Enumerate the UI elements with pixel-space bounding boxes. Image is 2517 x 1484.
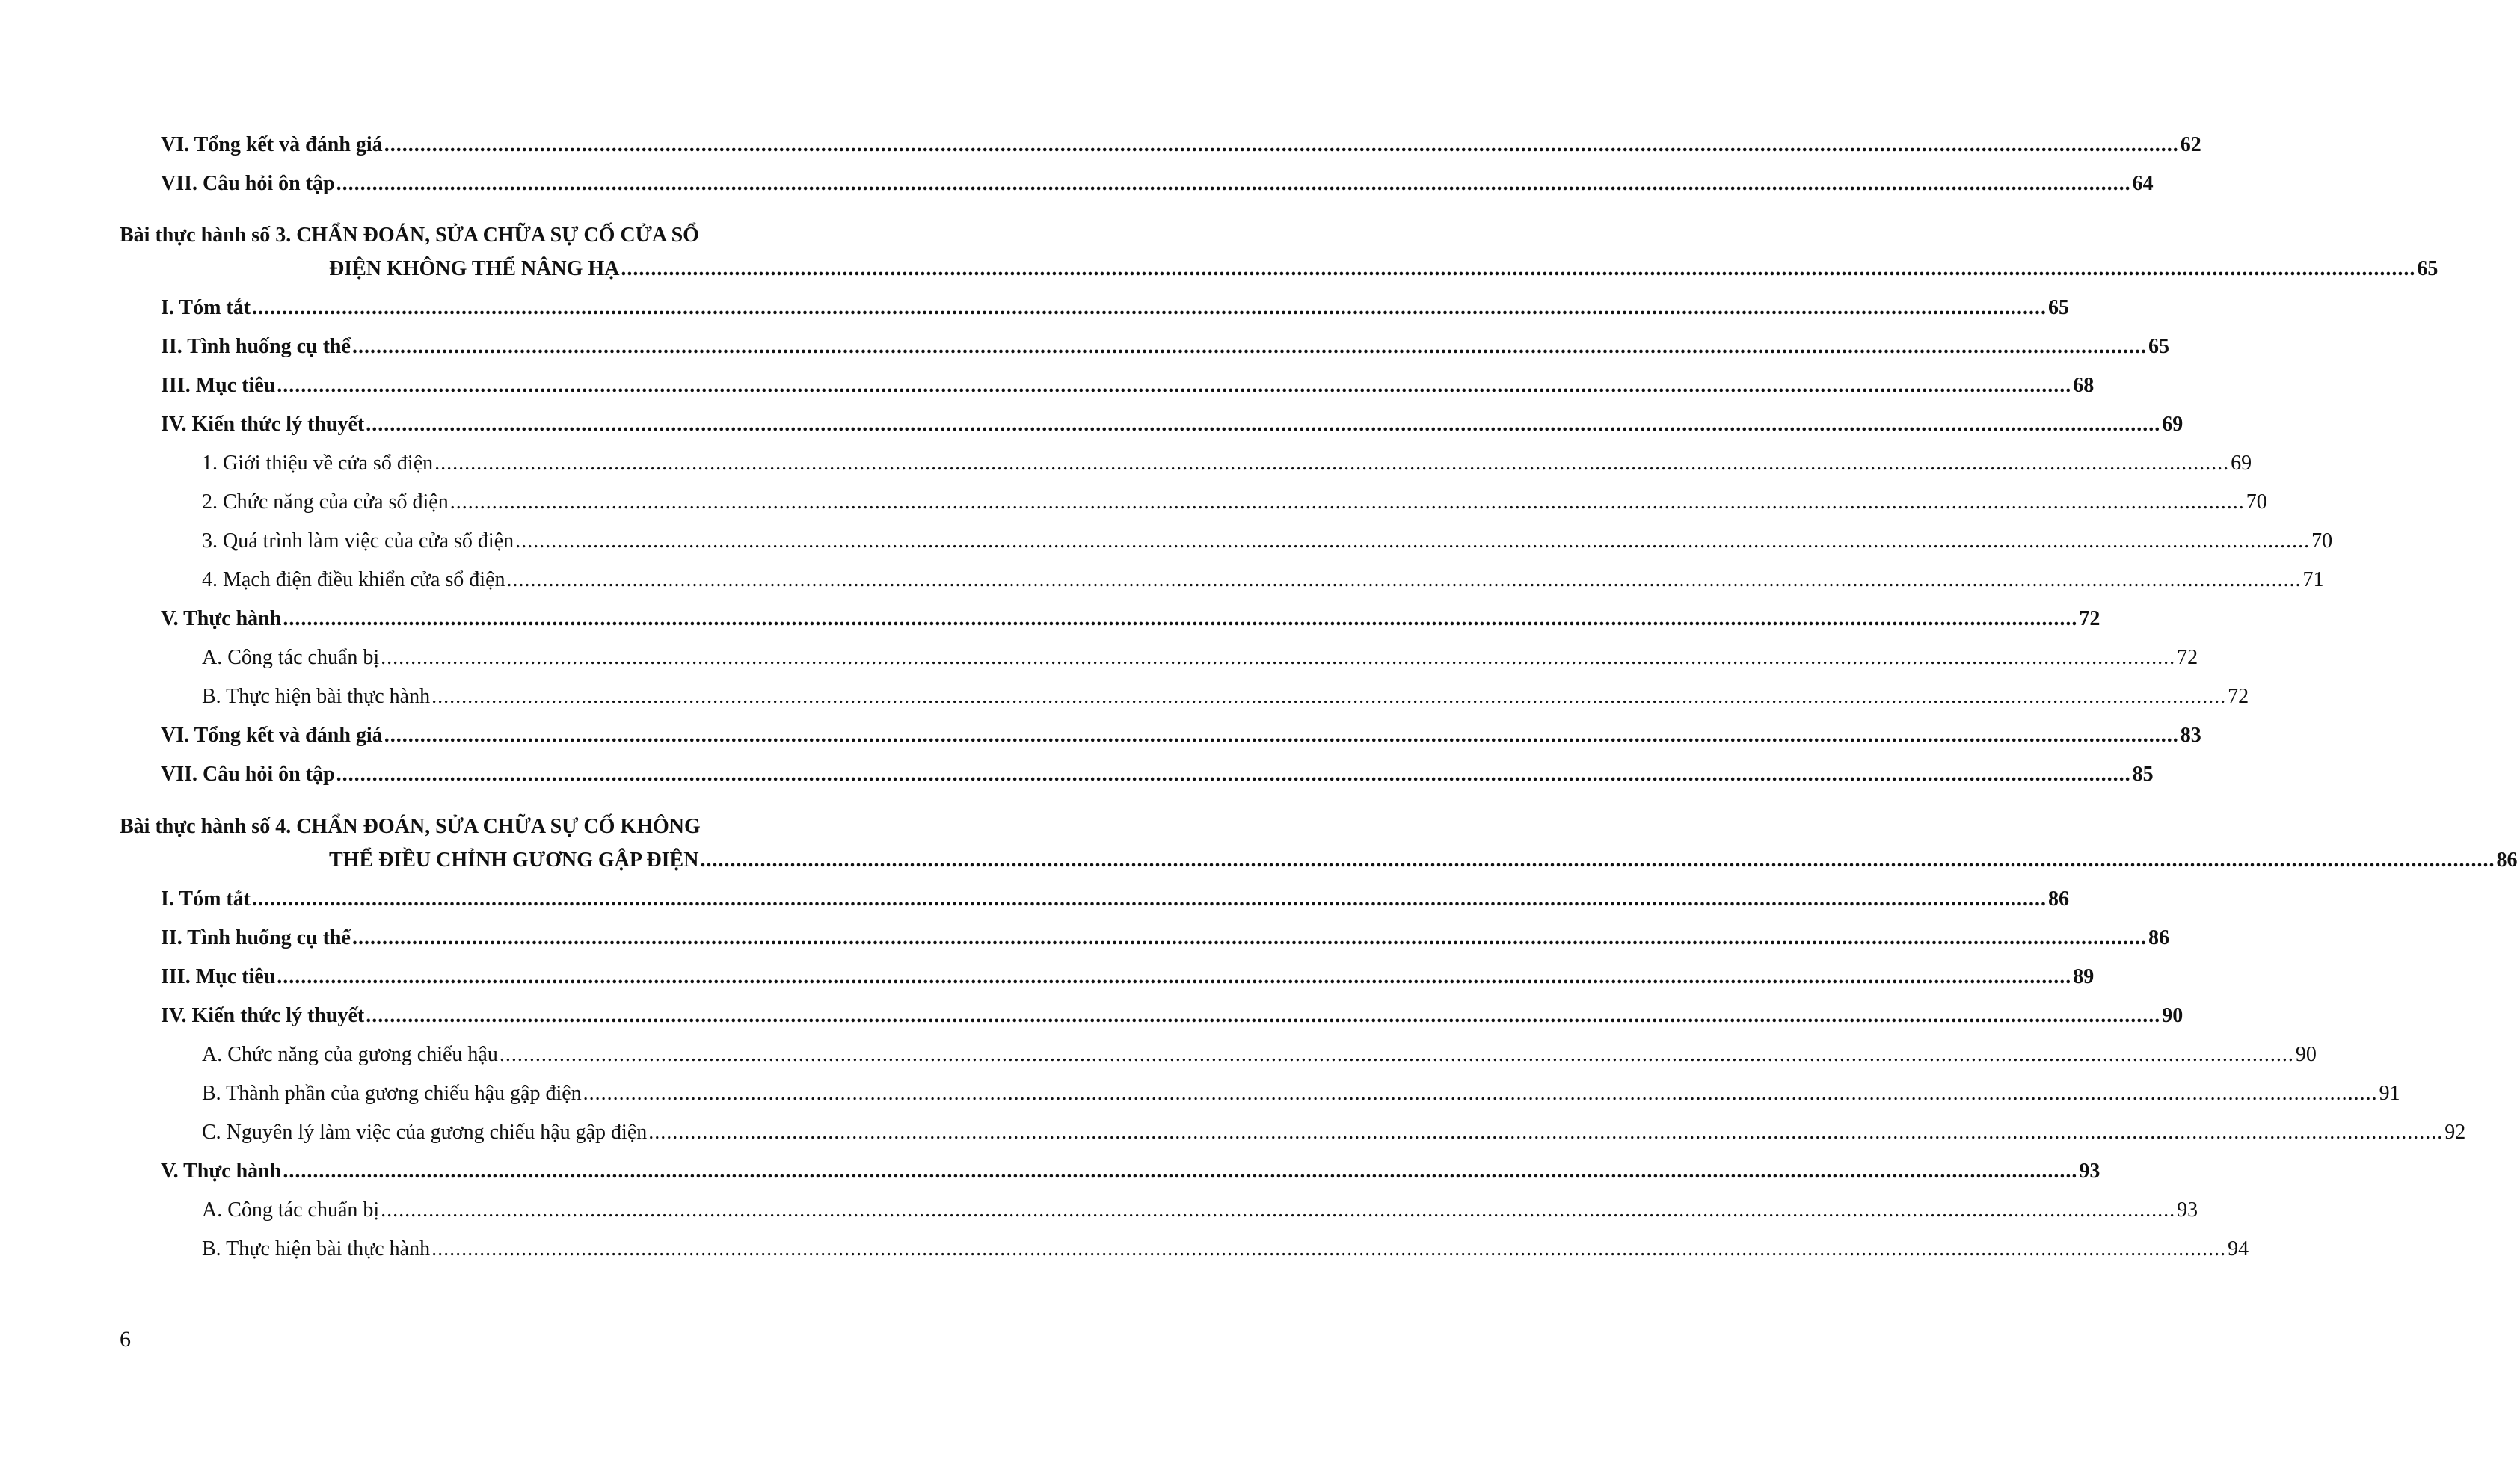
toc-entry-page: 92 bbox=[2444, 1121, 2466, 1144]
dot-leader: ............................................................................................................................................................................................................................................................................................................ bbox=[648, 1121, 2444, 1144]
toc-entry-page: 86 bbox=[2148, 926, 2169, 949]
dot-leader: ............................................................................................................................................................................................................................................................................................................ bbox=[252, 887, 2047, 911]
toc-entry-page: 93 bbox=[2177, 1198, 2198, 1222]
toc-entry[interactable] bbox=[161, 169, 2154, 199]
toc-subentry[interactable] bbox=[202, 487, 2267, 517]
dot-leader: ............................................................................................................................................................................................................................................................................................................ bbox=[499, 1043, 2294, 1066]
dot-leader: ............................................................................................................................................................................................................................................................................................................ bbox=[621, 257, 2416, 280]
toc-entry[interactable] bbox=[161, 130, 2201, 160]
toc-entry[interactable] bbox=[161, 962, 2095, 992]
toc-entry-page: 83 bbox=[2180, 724, 2201, 747]
toc-subentry[interactable] bbox=[202, 1195, 2198, 1225]
chapter-4-title[interactable]: Bài thực hành số 4. CHẨN ĐOÁN, SỬA CHỮA SỰ CỐ KHÔNG bbox=[120, 815, 701, 838]
toc-entry-page: 64 bbox=[2132, 172, 2154, 195]
dot-leader: ............................................................................................................................................................................................................................................................................................................ bbox=[434, 452, 2230, 475]
toc-entry[interactable] bbox=[161, 371, 2095, 401]
toc-subentry[interactable] bbox=[202, 565, 2324, 595]
toc-entry-label: III. Mục tiêu bbox=[161, 965, 276, 988]
dot-leader: ............................................................................................................................................................................................................................................................................................................ bbox=[381, 646, 2176, 669]
dot-leader: ............................................................................................................................................................................................................................................................................................................ bbox=[283, 607, 2078, 630]
toc-entry-page: 70 bbox=[2246, 490, 2267, 514]
toc-entry-label: III. Mục tiêu bbox=[161, 374, 276, 397]
toc-subentry[interactable] bbox=[202, 1234, 2249, 1264]
chapter-3-title-line2: ĐIỆN KHÔNG THỂ NÂNG HẠ bbox=[329, 257, 620, 280]
dot-leader: ............................................................................................................................................................................................................................................................................................................ bbox=[449, 490, 2245, 514]
toc-entry-page: 71 bbox=[2302, 568, 2324, 591]
toc-entry[interactable] bbox=[161, 332, 2169, 362]
dot-leader: ............................................................................................................................................................................................................................................................................................................ bbox=[252, 296, 2047, 319]
toc-entry-label: B. Thực hiện bài thực hành bbox=[202, 1237, 431, 1260]
toc-entry-page: 91 bbox=[2379, 1082, 2400, 1105]
toc-entry-label: A. Công tác chuẩn bị bbox=[202, 646, 380, 669]
toc-entry-label: 3. Quá trình làm việc của cửa sổ điện bbox=[202, 529, 514, 552]
toc-entry-label: V. Thực hành bbox=[161, 1160, 282, 1183]
toc-entry-label: VII. Câu hỏi ôn tập bbox=[161, 763, 335, 786]
dot-leader: ............................................................................................................................................................................................................................................................................................................ bbox=[366, 1004, 2161, 1027]
chapter-3-title-continuation[interactable] bbox=[329, 254, 2438, 284]
toc-entry-label: 4. Mạch điện điều khiển cửa sổ điện bbox=[202, 568, 505, 591]
toc-entry-label: C. Nguyên lý làm việc của gương chiếu hậu gập điện bbox=[202, 1121, 648, 1144]
chapter-3-title[interactable]: Bài thực hành số 3. CHẨN ĐOÁN, SỬA CHỮA SỰ CỐ CỬA SỔ bbox=[120, 224, 699, 247]
dot-leader: ............................................................................................................................................................................................................................................................................................................ bbox=[277, 374, 2072, 397]
toc-entry[interactable] bbox=[161, 721, 2201, 751]
dot-leader: ............................................................................................................................................................................................................................................................................................................ bbox=[283, 1160, 2078, 1183]
toc-entry-page: 68 bbox=[2073, 374, 2095, 397]
toc-subentry[interactable] bbox=[202, 526, 2333, 556]
dot-leader: ............................................................................................................................................................................................................................................................................................................ bbox=[336, 763, 2131, 786]
toc-entry-page: 94 bbox=[2228, 1237, 2249, 1260]
toc-entry-page: 72 bbox=[2079, 607, 2100, 630]
toc-entry-page: 90 bbox=[2295, 1043, 2317, 1066]
toc-entry[interactable] bbox=[161, 1157, 2100, 1186]
chapter-4-title-line2: THỂ ĐIỀU CHỈNH GƯƠNG GẬP ĐIỆN bbox=[329, 849, 699, 872]
page-number: 6 bbox=[120, 1327, 131, 1352]
toc-entry-page: 69 bbox=[2162, 413, 2183, 436]
toc-entry[interactable] bbox=[161, 1001, 2183, 1031]
dot-leader: ............................................................................................................................................................................................................................................................................................................ bbox=[431, 685, 2227, 708]
toc-entry[interactable] bbox=[161, 604, 2100, 634]
dot-leader: ............................................................................................................................................................................................................................................................................................................ bbox=[506, 568, 2302, 591]
toc-subentry[interactable] bbox=[202, 682, 2249, 712]
toc-entry-label: VII. Câu hỏi ôn tập bbox=[161, 172, 335, 195]
dot-leader: ............................................................................................................................................................................................................................................................................................................ bbox=[384, 724, 2179, 747]
toc-entry-label: A. Chức năng của gương chiếu hậu bbox=[202, 1043, 498, 1066]
toc-entry-page: 72 bbox=[2228, 685, 2249, 708]
chapter-3-page: 65 bbox=[2417, 257, 2438, 280]
toc-entry-label: II. Tình huống cụ thể bbox=[161, 926, 351, 949]
toc-entry-label: IV. Kiến thức lý thuyết bbox=[161, 1004, 365, 1027]
toc-entry-page: 70 bbox=[2311, 529, 2333, 552]
toc-entry-page: 85 bbox=[2132, 763, 2154, 786]
toc-entry-label: VI. Tổng kết và đánh giá bbox=[161, 133, 383, 156]
toc-entry-page: 89 bbox=[2073, 965, 2095, 988]
toc-entry-page: 90 bbox=[2162, 1004, 2183, 1027]
toc-entry-label: VI. Tổng kết và đánh giá bbox=[161, 724, 383, 747]
toc-entry[interactable] bbox=[161, 923, 2169, 953]
toc-subentry[interactable] bbox=[202, 643, 2198, 673]
toc-entry-label: B. Thành phần của gương chiếu hậu gập điện bbox=[202, 1082, 582, 1105]
toc-entry-label: I. Tóm tắt bbox=[161, 887, 251, 911]
toc-entry-page: 65 bbox=[2148, 335, 2169, 358]
toc-subentry[interactable] bbox=[202, 1040, 2317, 1070]
toc-entry-label: 2. Chức năng của cửa sổ điện bbox=[202, 490, 449, 514]
toc-entry-label: II. Tình huống cụ thể bbox=[161, 335, 351, 358]
toc-entry-label: V. Thực hành bbox=[161, 607, 282, 630]
dot-leader: ............................................................................................................................................................................................................................................................................................................ bbox=[583, 1082, 2378, 1105]
dot-leader: ............................................................................................................................................................................................................................................................................................................ bbox=[431, 1237, 2227, 1260]
toc-entry-label: IV. Kiến thức lý thuyết bbox=[161, 413, 365, 436]
toc-entry[interactable] bbox=[161, 293, 2070, 323]
toc-entry-page: 69 bbox=[2231, 452, 2252, 475]
toc-entry[interactable] bbox=[161, 884, 2070, 914]
chapter-4-title-continuation[interactable] bbox=[329, 846, 2517, 875]
toc-entry-page: 72 bbox=[2177, 646, 2198, 669]
toc-entry-label: I. Tóm tắt bbox=[161, 296, 251, 319]
toc-entry-page: 86 bbox=[2048, 887, 2070, 911]
toc-subentry[interactable] bbox=[202, 1118, 2466, 1148]
toc-subentry[interactable] bbox=[202, 1079, 2400, 1109]
toc-entry-label: 1. Giới thiệu về cửa sổ điện bbox=[202, 452, 434, 475]
dot-leader: ............................................................................................................................................................................................................................................................................................................ bbox=[351, 926, 2147, 949]
dot-leader: ............................................................................................................................................................................................................................................................................................................ bbox=[384, 133, 2179, 156]
toc-entry[interactable] bbox=[161, 760, 2154, 789]
toc-entry-label: A. Công tác chuẩn bị bbox=[202, 1198, 380, 1222]
toc-entry-page: 65 bbox=[2048, 296, 2070, 319]
dot-leader: ............................................................................................................................................................................................................................................................................................................ bbox=[515, 529, 2311, 552]
toc-entry-page: 93 bbox=[2079, 1160, 2100, 1183]
chapter-4-page: 86 bbox=[2496, 849, 2517, 872]
dot-leader: ............................................................................................................................................................................................................................................................................................................ bbox=[336, 172, 2131, 195]
toc-subentry[interactable] bbox=[202, 449, 2252, 478]
dot-leader: ............................................................................................................................................................................................................................................................................................................ bbox=[366, 413, 2161, 436]
dot-leader: ............................................................................................................................................................................................................................................................................................................ bbox=[351, 335, 2147, 358]
toc-entry-label: B. Thực hiện bài thực hành bbox=[202, 685, 431, 708]
toc-entry[interactable] bbox=[161, 410, 2183, 440]
dot-leader: ............................................................................................................................................................................................................................................................................................................ bbox=[700, 849, 2495, 872]
dot-leader: ............................................................................................................................................................................................................................................................................................................ bbox=[277, 965, 2072, 988]
toc-entry-page: 62 bbox=[2180, 133, 2201, 156]
dot-leader: ............................................................................................................................................................................................................................................................................................................ bbox=[381, 1198, 2176, 1222]
